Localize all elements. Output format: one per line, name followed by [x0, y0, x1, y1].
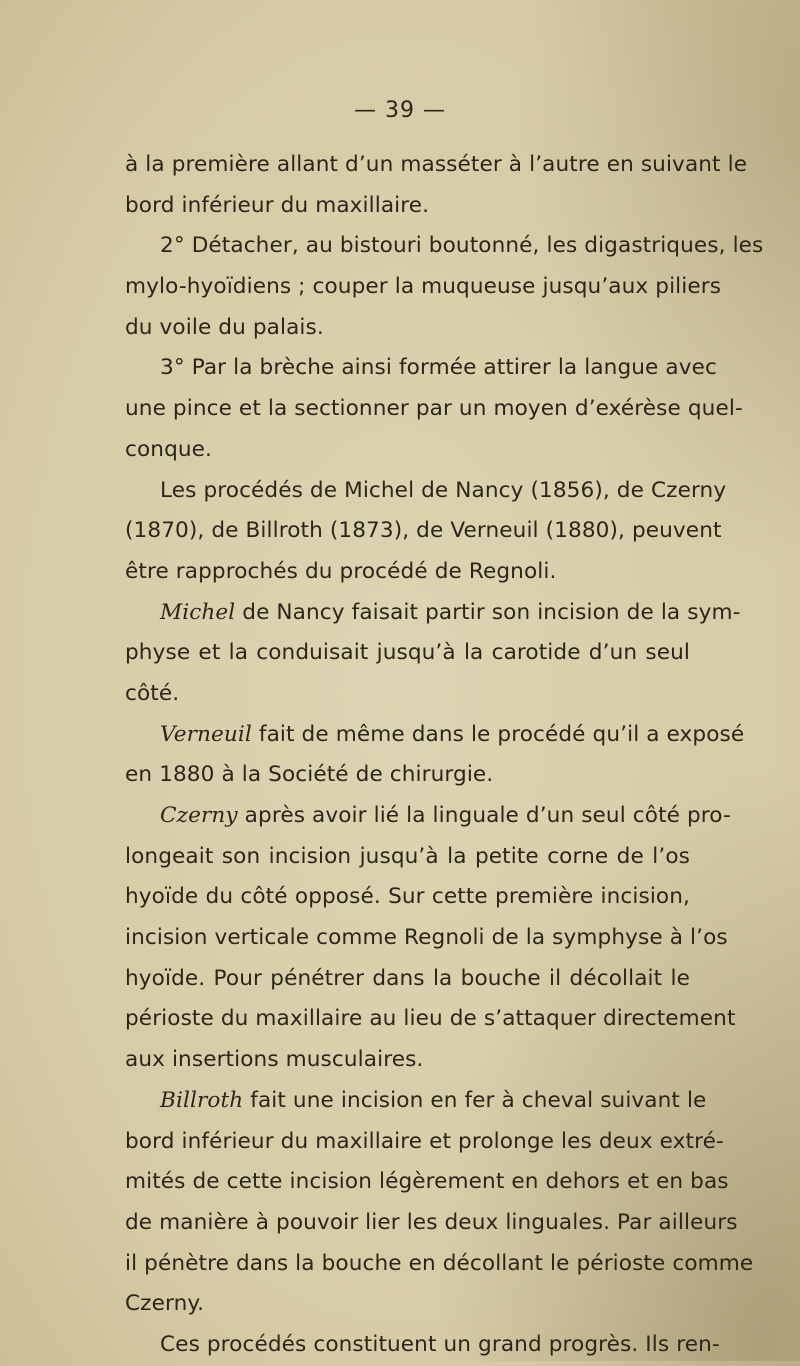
text-line: [125, 999, 736, 1040]
text-line: [125, 186, 690, 227]
text-line: [125, 145, 748, 186]
text-line: [125, 308, 690, 349]
line-text: bord inférieur du maxillaire et prolonge les deux extré-: [125, 1128, 724, 1154]
text-line: [125, 348, 717, 389]
text-line: [125, 1203, 738, 1244]
surgeon-name: Czerny: [160, 803, 238, 828]
line-text: une pince et la sectionner par un moyen d’exérèse quel-: [125, 396, 743, 422]
line-text: conque.: [125, 436, 213, 462]
text-line: [125, 471, 727, 512]
line-text: mités de cette incision légèrement en dehors et en bas: [125, 1169, 729, 1195]
text-line: [125, 267, 722, 308]
text-line: [125, 633, 690, 674]
line-text: à la première allant d’un masséter à l’autre en suivant le: [125, 152, 748, 177]
line-text: hyoïde du côté opposé. Sur cette première incision,: [125, 884, 690, 910]
line-text: 2° Détacher, au bistouri boutonné, les digastriques, les: [160, 233, 764, 259]
text-line: [125, 959, 690, 1000]
text-line: [125, 1244, 754, 1285]
surgeon-name: Verneuil: [160, 721, 252, 747]
line-text: il pénètre dans la bouche en décollant le périoste comme: [125, 1250, 754, 1276]
line-text: incision verticale comme Regnoli de la symphyse à l’os: [125, 925, 728, 951]
line-text: côté.: [125, 680, 180, 706]
line-text: après avoir lié la linguale d’un seul côté pro-: [237, 803, 731, 828]
line-text: hyoïde. Pour pénétrer dans la bouche il décollait le: [125, 965, 690, 991]
text-line: [125, 877, 690, 918]
text-line: [125, 1040, 690, 1081]
text-line: [125, 1122, 724, 1163]
line-text: aux insertions musculaires.: [125, 1047, 424, 1073]
line-text: Ces procédés constituent un grand progrès. Ils ren-: [160, 1331, 720, 1357]
text-line: [125, 1162, 729, 1203]
line-text: de manière à pouvoir lier les deux linguales. Par ailleurs: [125, 1209, 738, 1235]
line-text: (1870), de Billroth (1873), de Verneuil (1880), peuvent: [125, 518, 722, 544]
text-line: [125, 1081, 707, 1122]
text-line: [125, 430, 690, 471]
line-text: Czerny.: [125, 1291, 205, 1317]
body-text: [125, 145, 764, 1366]
text-line: [125, 226, 764, 267]
text-line: [125, 918, 728, 959]
line-text: périoste du maxillaire au lieu de s’attaquer directement: [125, 1006, 736, 1032]
text-line: [125, 796, 731, 837]
text-line: [125, 552, 690, 593]
line-text: du voile du palais.: [125, 314, 324, 340]
line-text: en 1880 à la Société de chirurgie.: [125, 762, 494, 788]
text-line: [125, 389, 743, 430]
line-text: 3° Par la brèche ainsi formée attirer la langue avec: [160, 355, 717, 381]
line-text: fait une incision en fer à cheval suivant le: [243, 1087, 707, 1113]
text-line: [125, 1284, 690, 1325]
line-text: longeait son incision jusqu’à la petite corne de l’os: [125, 843, 690, 869]
text-line: [125, 511, 722, 552]
text-line: [125, 715, 745, 756]
page-number: — 39 —: [354, 98, 446, 123]
line-text: mylo-hyoïdiens ; couper la muqueuse jusqu’aux piliers: [125, 274, 722, 300]
text-line: [125, 593, 741, 634]
surgeon-name: Billroth: [160, 1087, 244, 1113]
line-text: Les procédés de Michel de Nancy (1856), de Czerny: [160, 477, 727, 503]
text-line: [125, 755, 690, 796]
text-line: [125, 1325, 720, 1366]
line-text: de Nancy faisait partir son incision de la sym-: [235, 599, 741, 625]
surgeon-name: Michel: [160, 599, 236, 625]
text-line: [125, 837, 690, 878]
line-text: physe et la conduisait jusqu’à la carotide d’un seul: [125, 640, 690, 666]
line-text: être rapprochés du procédé de Regnoli.: [125, 558, 557, 584]
text-line: [125, 674, 690, 715]
line-text: bord inférieur du maxillaire.: [125, 192, 430, 218]
line-text: fait de même dans le procédé qu’il a exposé: [251, 721, 745, 747]
